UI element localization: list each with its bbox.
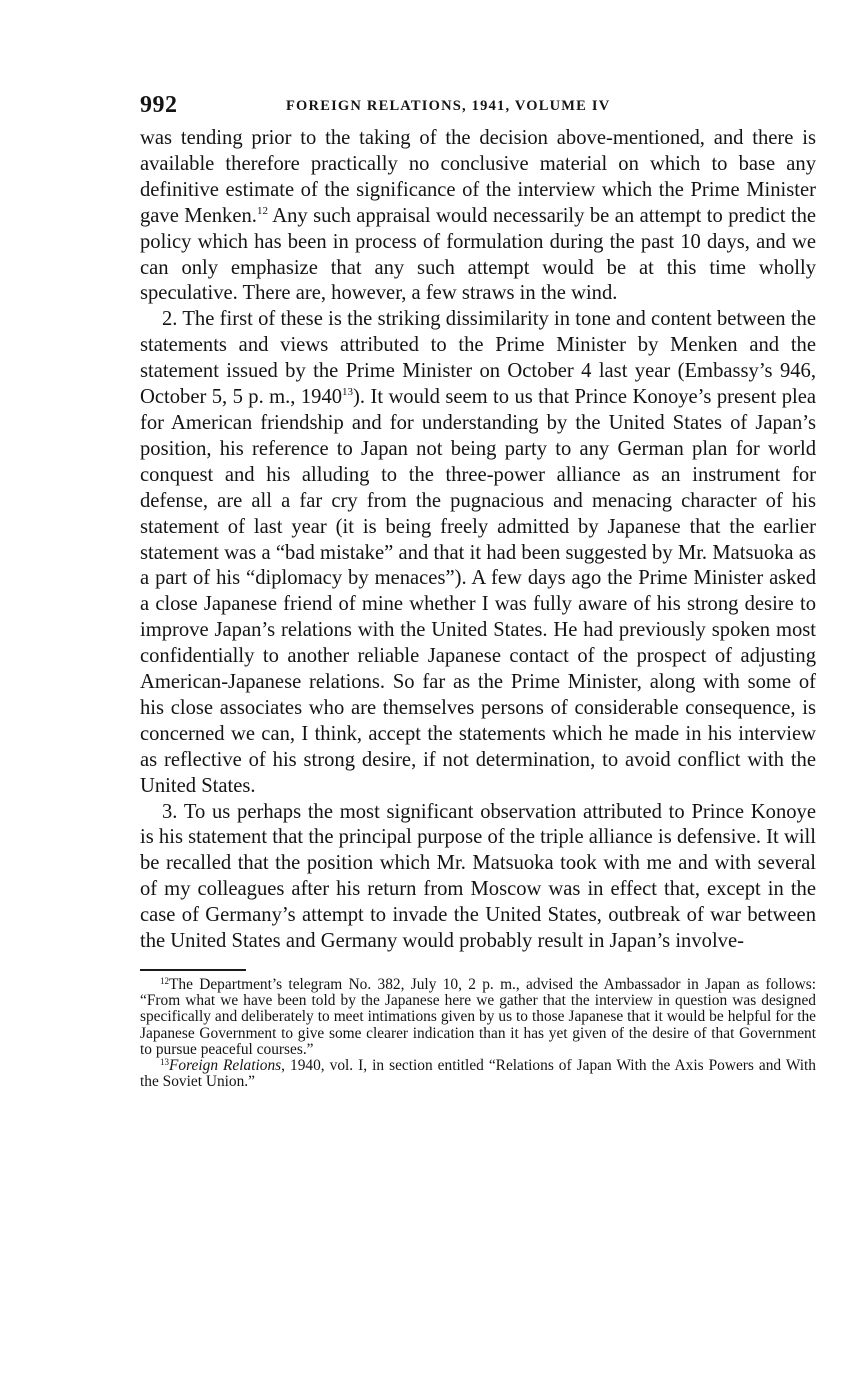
footnote-ref-13: 13	[342, 386, 354, 399]
page-number: 992	[140, 92, 178, 118]
document-page	[140, 92, 816, 1090]
paragraph-1	[140, 126, 816, 307]
paragraph-2	[140, 307, 816, 799]
running-title: FOREIGN RELATIONS, 1941, VOLUME IV	[286, 98, 611, 114]
paragraph-1-text-cont: Any such appraisal would necessarily be an attempt to predict the policy which has been in process of formulation during the past 10 days, and we can only emphasize that any such attempt would be at this time wholly speculative. There are, however, a few straws in the wind.	[140, 204, 817, 305]
footnote-13	[140, 1058, 816, 1090]
footnote-13-citation-title: Foreign Relations	[169, 1057, 282, 1075]
footnote-ref-12: 12	[256, 204, 268, 217]
footnote-marker-12: 12	[160, 976, 169, 986]
paragraph-1-text: was tending prior to the taking of the decision above-mentioned, and there is available therefore practically no conclusive material on which to base any definitive estimate of the significance of the interview which the Prime Minister gave Menken.	[140, 127, 816, 227]
footnote-13-text: , 1940, vol. I, in section entitled “Relations of Japan With the Axis Powers and With the Soviet Union.”	[140, 1057, 816, 1091]
footnote-marker-13: 13	[160, 1057, 169, 1068]
footnote-12-text: The Department’s telegram No. 382, July 10, 2 p. m., advised the Ambassador in Japan as follows: “From what we have been told by the Japanese here we gather that the interview in question was designed specifically and deliberately to meet intimations given by us to those Japanese that it would be helpful for the Japanese Government to give some clearer indication than it has yet given of the desire of that Government to pursue peaceful courses.”	[140, 976, 816, 1058]
paragraph-3: 3. To us perhaps the most significant observation attributed to Prince Konoye is his statement that the principal purpose of the triple alliance is defensive. It will be recalled that the position which Mr. Matsuoka took with me and with several of my colleagues after his return from Moscow was in effect that, except in the case of Germany’s attempt to invade the United States, outbreak of war between the United States and Germany would probably result in Japan’s involve-	[140, 800, 816, 953]
paragraph-2-text: 2. The first of these is the striking dissimilarity in tone and content between the statements and views attributed to the Prime Minister by Menken and the statement issued by the Prime Minister on October 4 last year (Embassy’s 946, October 5, 5 p. m., 1940	[140, 308, 816, 409]
running-header	[140, 92, 816, 126]
footnote-divider	[140, 969, 246, 971]
paragraph-2-text-cont: ). It would seem to us that Prince Konoye’s present plea for American friendship and for understanding by the United States of Japan’s position, his reference to Japan not being party to any German plan for world conquest and his alluding to the three-power alliance as an instrument for defense, are all a far cry from the pugnacious and menacing character of his statement of last year (it is being freely admitted by Japanese that the earlier statement was a “bad mistake” and that it had been suggested by Mr. Matsuoka as a part of his “diplomacy by menaces”). A few days ago the Prime Minister asked a close Japanese friend of mine whether I was fully aware of his strong desire to improve Japan’s relations with the United States. He had previously spoken most confidentially to another reliable Japanese contact of the prospect of adjusting American-Japanese relations. So far as the Prime Minister, along with some of his close associates who are themselves persons of considerable consequence, is concerned we can, I think, accept the statements which he made in his interview as reflective of his strong desire, if not determination, to avoid conflict with the United States.	[140, 386, 816, 797]
footnote-12	[140, 977, 816, 1058]
